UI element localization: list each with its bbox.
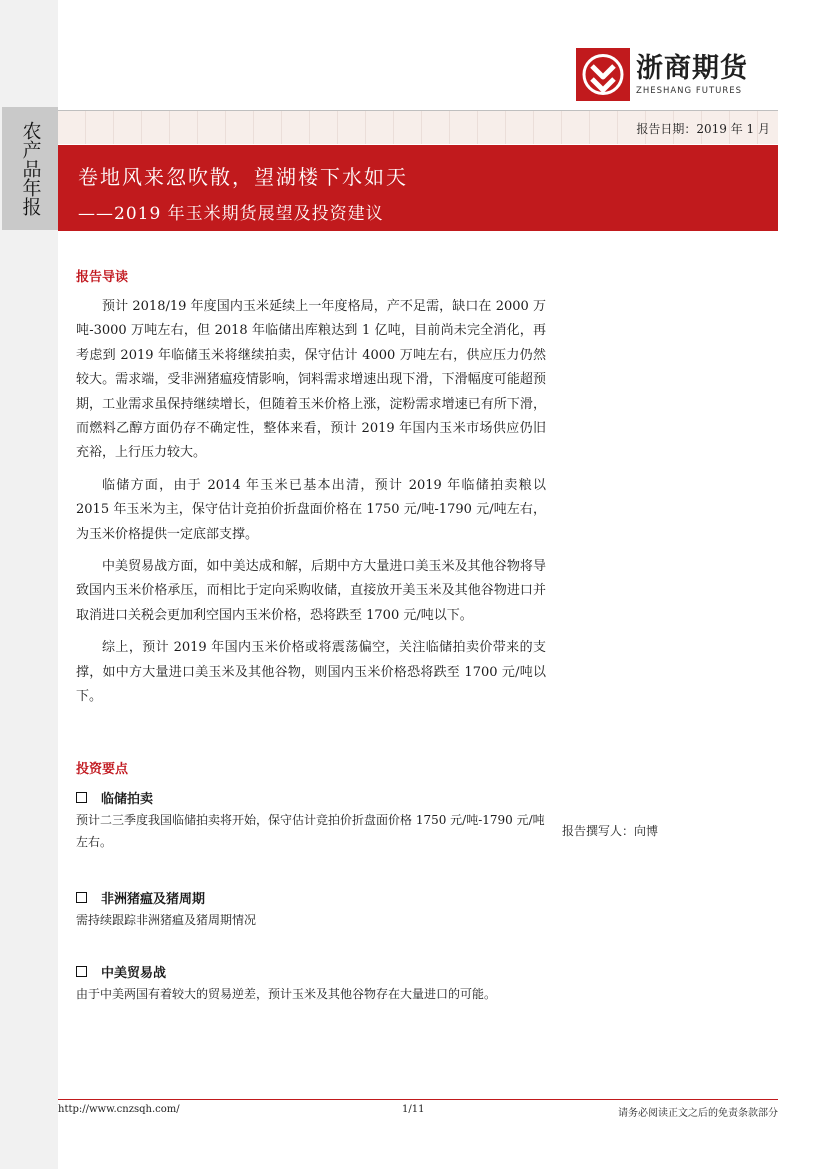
summary-paragraph: 临储方面，由于 2014 年玉米已基本出清，预计 2019 年临储拍卖粮以 2015 年玉米为主，保守估计竞拍价折盘面价格在 1750 元/吨-1790 元/吨左右，为玉米价格提供一定底部支撑。 — [76, 477, 546, 542]
point-title-text: 非洲猪瘟及猪周期 — [101, 891, 206, 907]
point-title — [76, 787, 546, 807]
report-category-label: 农产品年报 — [19, 121, 42, 216]
summary-paragraph: 综上，预计 2019 年国内玉米价格或将震荡偏空，关注临储拍卖价带来的支撑，如中方大量进口美玉米及其他谷物，则国内玉米价格恐将跌至 1700 元/吨以下。 — [76, 640, 546, 705]
report-category-tab — [2, 107, 58, 230]
report-summary — [76, 266, 546, 718]
summary-paragraph: 中美贸易战方面，如中美达成和解，后期中方大量进口美玉米及其他谷物将导致国内玉米价格承压，而相比于定向采购收储，直接放开美玉米及其他谷物进口并取消进口关税会更加利空国内玉米价格，恐将跌至 1700 元/吨以下。 — [76, 559, 546, 623]
summary-paragraph: 预计 2018/19 年度国内玉米延续上一年度格局，产不足需，缺口在 2000 万吨-3000 万吨左右，但 2018 年临储出库粮达到 1 亿吨，目前尚未完全消化，再考虑到 2019 年临储玉米将继续拍卖，保守估计 4000 万吨左右，供应压力仍然较大。需求端，受非洲猪瘟疫情影响，饲料需求增速出现下滑，下滑幅度可能超预期，工业需求虽保持继续增长，但随着玉米价格上涨，淀粉需求增速已有所下滑，而燃料乙醇方面仍存不确定性，整体来看，预计 2019 年国内玉米市场供应仍旧充裕，上行压力较大。 — [76, 299, 546, 461]
point-body: 预计二三季度我国临储拍卖将开始，保守估计竞拍价折盘面价格 1750 元/吨-1790 元/吨左右。 — [76, 813, 545, 849]
summary-heading: 报告导读 — [76, 270, 129, 285]
logo-name-cn: 浙商期货 — [636, 52, 748, 84]
date-band — [58, 111, 778, 144]
report-author: 报告撰写人：向博 — [562, 824, 659, 838]
investment-heading: 投资要点 — [76, 762, 129, 777]
zheshang-logo-icon — [576, 48, 630, 101]
logo-name-en: ZHESHANG FUTURES — [636, 85, 743, 96]
checkbox-square-icon — [76, 792, 87, 803]
point-title-text: 临储拍卖 — [101, 791, 154, 807]
investment-points — [76, 758, 546, 1005]
footer-rule — [58, 1099, 778, 1100]
report-title: 卷地风来忽吹散，望湖楼下水如天 — [78, 165, 408, 189]
point-body: 需持续跟踪非洲猪瘟及猪周期情况 — [76, 913, 257, 927]
footer-disclaimer: 请务必阅读正文之后的免责条款部分 — [618, 1108, 778, 1119]
checkbox-square-icon — [76, 892, 87, 903]
report-subtitle: ——2019 年玉米期货展望及投资建议 — [78, 204, 384, 224]
point-body: 由于中美两国有着较大的贸易逆差，预计玉米及其他谷物存在大量进口的可能。 — [76, 987, 497, 1001]
point-title — [76, 887, 546, 907]
point-title-text: 中美贸易战 — [101, 965, 167, 981]
title-banner — [58, 145, 778, 231]
checkbox-square-icon — [76, 966, 87, 977]
company-logo — [576, 48, 774, 101]
point-title — [76, 961, 546, 981]
report-date: 报告日期：2019 年 1 月 — [636, 122, 770, 136]
page-number: 1/11 — [402, 1104, 425, 1115]
footer-url-link[interactable]: http://www.cnzsqh.com/ — [58, 1104, 180, 1115]
